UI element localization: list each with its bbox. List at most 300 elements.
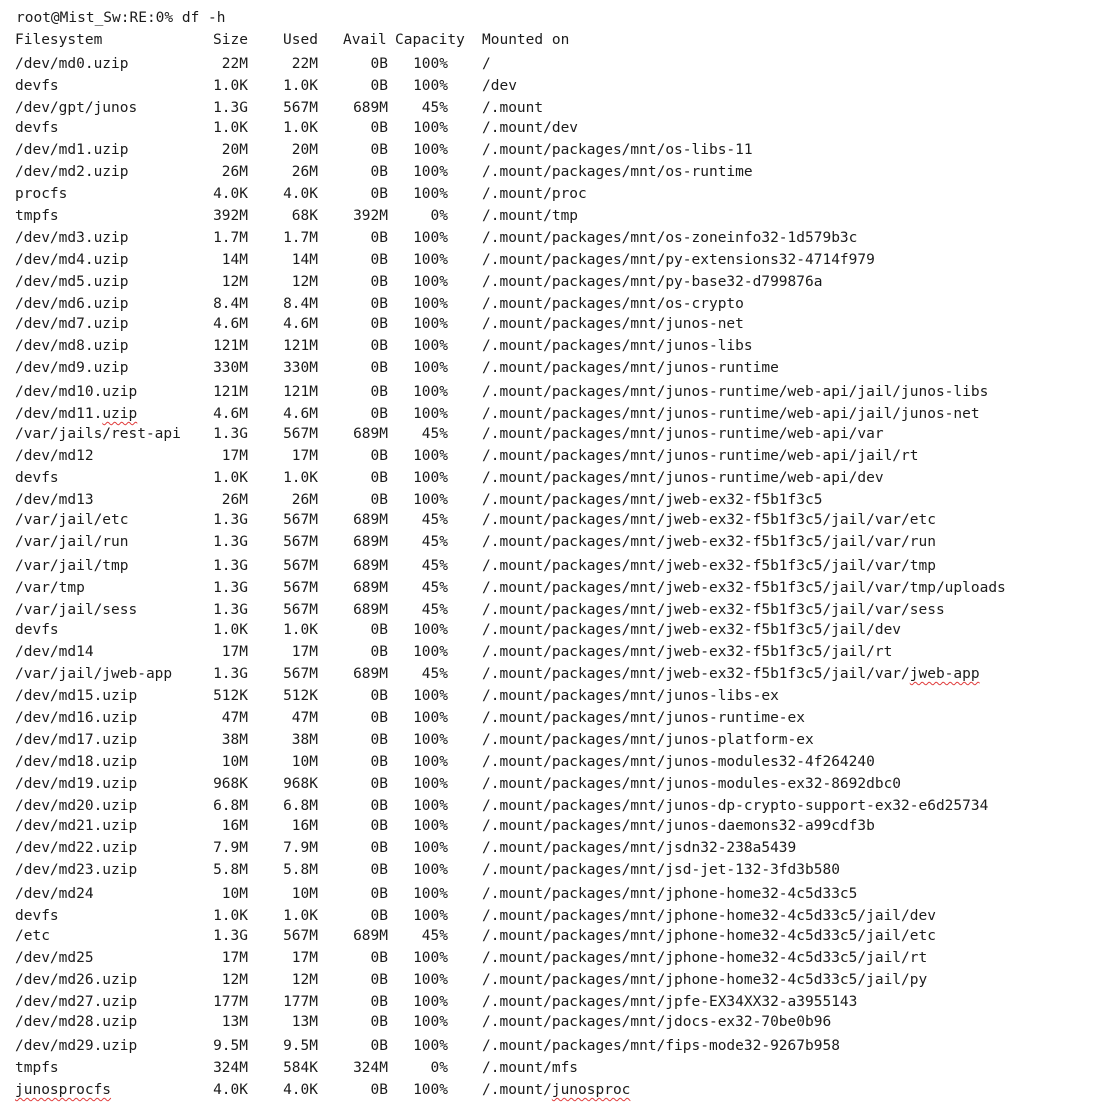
row-avail: 0B xyxy=(370,840,388,856)
row-capacity: 100% xyxy=(413,274,448,290)
row-filesystem: /dev/md3.uzip xyxy=(15,230,129,246)
row-size: 9.5M xyxy=(213,1038,248,1054)
row-filesystem: /dev/md4.uzip xyxy=(15,252,129,268)
row-filesystem: /var/jail/etc xyxy=(15,512,129,528)
row-used: 4.0K xyxy=(283,1082,318,1098)
row-mounted-on: /.mount/packages/mnt/jweb-ex32-f5b1f3c5 xyxy=(482,492,823,508)
row-used: 567M xyxy=(283,558,318,574)
row-filesystem: tmpfs xyxy=(15,1060,59,1076)
row-capacity: 100% xyxy=(413,406,448,422)
row-filesystem: devfs xyxy=(15,908,59,924)
row-mounted-on: /.mount/packages/mnt/jweb-ex32-f5b1f3c5/jail/var/tmp/uploads xyxy=(482,580,1006,596)
row-filesystem: /dev/md8.uzip xyxy=(15,338,129,354)
row-capacity: 100% xyxy=(413,164,448,180)
row-avail: 0B xyxy=(370,274,388,290)
row-mounted-on: /.mount/packages/mnt/jdocs-ex32-70be0b96 xyxy=(482,1014,832,1030)
spellcheck-underline: junosprocfs xyxy=(15,1082,112,1098)
row-capacity: 100% xyxy=(413,644,448,660)
row-filesystem xyxy=(15,1080,111,1100)
row-filesystem: /dev/md12 xyxy=(15,448,94,464)
row-used: 4.6M xyxy=(283,316,318,332)
row-filesystem: /dev/md17.uzip xyxy=(15,732,138,748)
row-size: 1.3G xyxy=(213,512,248,528)
row-used: 567M xyxy=(283,426,318,442)
row-filesystem: /dev/md23.uzip xyxy=(15,862,138,878)
row-used: 20M xyxy=(291,142,318,158)
row-avail: 0B xyxy=(370,950,388,966)
row-filesystem: /var/jail/tmp xyxy=(15,558,129,574)
row-filesystem: /dev/md9.uzip xyxy=(15,360,129,376)
row-mounted-on: /.mount/packages/mnt/junos-libs-ex xyxy=(482,688,779,704)
row-mounted-on: /.mount/packages/mnt/junos-daemons32-a99cdf3b xyxy=(482,818,875,834)
header-filesystem: Filesystem xyxy=(15,32,103,48)
row-capacity: 100% xyxy=(413,908,448,924)
row-avail: 392M xyxy=(353,208,388,224)
row-capacity: 0% xyxy=(430,1060,448,1076)
row-avail: 0B xyxy=(370,56,388,72)
row-size: 26M xyxy=(221,492,248,508)
row-mounted-on: /.mount/packages/mnt/junos-runtime/web-api/dev xyxy=(482,470,884,486)
row-mounted-on: /.mount/proc xyxy=(482,186,587,202)
row-mounted-on: /.mount/packages/mnt/junos-runtime-ex xyxy=(482,710,806,726)
row-used: 26M xyxy=(291,164,318,180)
row-size: 10M xyxy=(221,754,248,770)
row-size: 330M xyxy=(213,360,248,376)
row-used: 567M xyxy=(283,580,318,596)
row-filesystem: /dev/gpt/junos xyxy=(15,100,138,116)
row-capacity: 45% xyxy=(421,558,448,574)
row-size: 177M xyxy=(213,994,248,1010)
row-used: 22M xyxy=(291,56,318,72)
row-used: 14M xyxy=(291,252,318,268)
row-avail: 689M xyxy=(353,928,388,944)
row-filesystem: /var/jail/jweb-app xyxy=(15,666,173,682)
row-capacity: 100% xyxy=(413,688,448,704)
row-filesystem: /dev/md18.uzip xyxy=(15,754,138,770)
row-filesystem: /var/jail/run xyxy=(15,534,129,550)
row-used: 5.8M xyxy=(283,862,318,878)
row-avail: 0B xyxy=(370,384,388,400)
row-filesystem: /dev/md6.uzip xyxy=(15,296,129,312)
row-filesystem: /dev/md2.uzip xyxy=(15,164,129,180)
row-filesystem: procfs xyxy=(15,186,68,202)
row-mounted-on: /.mount/packages/mnt/junos-runtime/web-api/var xyxy=(482,426,884,442)
row-filesystem: /dev/md5.uzip xyxy=(15,274,129,290)
row-mounted-on: /.mount/packages/mnt/junos-runtime/web-api/jail/junos-libs xyxy=(482,384,989,400)
row-mounted-on: /.mount/packages/mnt/py-base32-d799876a xyxy=(482,274,823,290)
row-size: 6.8M xyxy=(213,798,248,814)
row-used: 1.0K xyxy=(283,78,318,94)
row-filesystem: /dev/md24 xyxy=(15,886,94,902)
header-avail: Avail xyxy=(343,32,387,48)
row-used: 567M xyxy=(283,512,318,528)
row-mounted-on: /.mount/packages/mnt/junos-runtime/web-api/jail/junos-net xyxy=(482,406,980,422)
row-used: 17M xyxy=(291,448,318,464)
row-avail: 0B xyxy=(370,164,388,180)
row-avail: 0B xyxy=(370,1038,388,1054)
row-mounted-on: /.mount/packages/mnt/jweb-ex32-f5b1f3c5/jail/var/tmp xyxy=(482,558,936,574)
row-mounted-on: /.mount/packages/mnt/py-extensions32-4714f979 xyxy=(482,252,875,268)
row-mounted-on: /.mount/packages/mnt/junos-runtime xyxy=(482,360,779,376)
row-capacity: 45% xyxy=(421,100,448,116)
row-used: 4.0K xyxy=(283,186,318,202)
row-mounted-on: /.mount/packages/mnt/junos-modules-ex32-8692dbc0 xyxy=(482,776,902,792)
row-avail: 0B xyxy=(370,470,388,486)
row-avail: 689M xyxy=(353,580,388,596)
row-used: 9.5M xyxy=(283,1038,318,1054)
row-used: 26M xyxy=(291,492,318,508)
row-size: 14M xyxy=(221,252,248,268)
row-mounted-on: /.mount xyxy=(482,100,544,116)
row-size: 1.3G xyxy=(213,558,248,574)
row-filesystem: /dev/md13 xyxy=(15,492,94,508)
row-mounted-on: /.mount/packages/mnt/jphone-home32-4c5d33c5/jail/etc xyxy=(482,928,936,944)
row-capacity: 45% xyxy=(421,666,448,682)
row-mounted-on: /.mount/packages/mnt/jphone-home32-4c5d33c5/jail/dev xyxy=(482,908,936,924)
row-used: 17M xyxy=(291,644,318,660)
row-capacity: 100% xyxy=(413,1038,448,1054)
row-size: 13M xyxy=(221,1014,248,1030)
row-avail: 0B xyxy=(370,448,388,464)
row-avail: 324M xyxy=(353,1060,388,1076)
row-capacity: 0% xyxy=(430,208,448,224)
row-used: 47M xyxy=(291,710,318,726)
row-avail: 0B xyxy=(370,338,388,354)
row-avail: 0B xyxy=(370,688,388,704)
row-capacity: 100% xyxy=(413,338,448,354)
row-avail: 0B xyxy=(370,78,388,94)
row-filesystem: /dev/md1.uzip xyxy=(15,142,129,158)
row-filesystem: /dev/md25 xyxy=(15,950,94,966)
row-avail: 689M xyxy=(353,666,388,682)
row-used: 1.0K xyxy=(283,470,318,486)
row-capacity: 100% xyxy=(413,754,448,770)
row-avail: 0B xyxy=(370,360,388,376)
row-capacity: 100% xyxy=(413,972,448,988)
row-mounted-on: /.mount/mfs xyxy=(482,1060,579,1076)
row-capacity: 100% xyxy=(413,622,448,638)
row-mounted-on: /.mount/tmp xyxy=(482,208,579,224)
row-size: 968K xyxy=(213,776,248,792)
row-used: 38M xyxy=(291,732,318,748)
row-mounted-on: /dev xyxy=(482,78,517,94)
row-used: 7.9M xyxy=(283,840,318,856)
row-used: 1.7M xyxy=(283,230,318,246)
row-used: 6.8M xyxy=(283,798,318,814)
row-mounted-on: /.mount/packages/mnt/jpfe-EX34XX32-a3955143 xyxy=(482,994,858,1010)
row-avail: 0B xyxy=(370,296,388,312)
row-size: 4.6M xyxy=(213,316,248,332)
row-size: 1.3G xyxy=(213,534,248,550)
row-capacity: 45% xyxy=(421,426,448,442)
row-used: 68K xyxy=(291,208,318,224)
row-size: 8.4M xyxy=(213,296,248,312)
row-capacity: 45% xyxy=(421,928,448,944)
row-capacity: 45% xyxy=(421,512,448,528)
row-size: 17M xyxy=(221,950,248,966)
row-used: 567M xyxy=(283,602,318,618)
row-size: 1.0K xyxy=(213,78,248,94)
row-size: 1.0K xyxy=(213,622,248,638)
row-avail: 0B xyxy=(370,644,388,660)
row-used: 177M xyxy=(283,994,318,1010)
row-filesystem: /var/jails/rest-api xyxy=(15,426,181,442)
row-capacity: 100% xyxy=(413,862,448,878)
row-mounted-on: /.mount/packages/mnt/jweb-ex32-f5b1f3c5/jail/var/etc xyxy=(482,512,936,528)
row-size: 26M xyxy=(221,164,248,180)
command-prompt: root@Mist_Sw:RE:0% df -h xyxy=(16,10,226,26)
row-mounted-on: /.mount/packages/mnt/junos-dp-crypto-support-ex32-e6d25734 xyxy=(482,798,989,814)
spellcheck-underline: uzip xyxy=(102,406,138,422)
row-mounted-on: /.mount/packages/mnt/jweb-ex32-f5b1f3c5/jail/dev xyxy=(482,622,902,638)
row-avail: 0B xyxy=(370,886,388,902)
row-size: 20M xyxy=(221,142,248,158)
row-capacity: 100% xyxy=(413,492,448,508)
row-capacity: 100% xyxy=(413,710,448,726)
row-capacity: 45% xyxy=(421,580,448,596)
row-avail: 0B xyxy=(370,120,388,136)
row-mounted-on: / xyxy=(482,56,491,72)
row-used: 584K xyxy=(283,1060,318,1076)
row-mounted-on: /.mount/packages/mnt/junos-modules32-4f264240 xyxy=(482,754,875,770)
row-capacity: 100% xyxy=(413,1082,448,1098)
row-capacity: 100% xyxy=(413,296,448,312)
row-size: 324M xyxy=(213,1060,248,1076)
row-filesystem: /etc xyxy=(15,928,50,944)
row-avail: 0B xyxy=(370,316,388,332)
row-avail: 0B xyxy=(370,230,388,246)
header-used: Used xyxy=(283,32,318,48)
row-avail: 0B xyxy=(370,818,388,834)
row-capacity: 100% xyxy=(413,360,448,376)
row-size: 1.3G xyxy=(213,928,248,944)
row-avail: 689M xyxy=(353,534,388,550)
row-filesystem: /dev/md0.uzip xyxy=(15,56,129,72)
row-used: 4.6M xyxy=(283,406,318,422)
row-capacity: 100% xyxy=(413,818,448,834)
row-filesystem: /dev/md22.uzip xyxy=(15,840,138,856)
row-capacity: 100% xyxy=(413,994,448,1010)
row-filesystem: /dev/md16.uzip xyxy=(15,710,138,726)
row-mounted-on: /.mount/packages/mnt/fips-mode32-9267b958 xyxy=(482,1038,840,1054)
row-used: 567M xyxy=(283,534,318,550)
row-used: 567M xyxy=(283,666,318,682)
row-used: 330M xyxy=(283,360,318,376)
row-avail: 0B xyxy=(370,492,388,508)
row-mounted-on: /.mount/packages/mnt/os-libs-11 xyxy=(482,142,753,158)
row-avail: 0B xyxy=(370,142,388,158)
row-avail: 0B xyxy=(370,776,388,792)
row-mounted-on: /.mount/packages/mnt/jphone-home32-4c5d33c5 xyxy=(482,886,858,902)
row-filesystem: /dev/md11.uzip xyxy=(15,406,138,422)
row-size: 392M xyxy=(213,208,248,224)
row-used: 968K xyxy=(283,776,318,792)
row-filesystem: /dev/md29.uzip xyxy=(15,1038,138,1054)
row-mounted-on: /.mount/packages/mnt/jweb-ex32-f5b1f3c5/jail/var/run xyxy=(482,534,936,550)
row-capacity: 100% xyxy=(413,776,448,792)
row-avail: 0B xyxy=(370,622,388,638)
row-avail: 0B xyxy=(370,908,388,924)
row-size: 1.3G xyxy=(213,100,248,116)
row-used: 1.0K xyxy=(283,622,318,638)
row-avail: 0B xyxy=(370,972,388,988)
row-size: 47M xyxy=(221,710,248,726)
row-size: 7.9M xyxy=(213,840,248,856)
row-capacity: 100% xyxy=(413,840,448,856)
row-avail: 0B xyxy=(370,754,388,770)
row-filesystem: /dev/md19.uzip xyxy=(15,776,138,792)
row-used: 1.0K xyxy=(283,120,318,136)
row-filesystem: /var/jail/sess xyxy=(15,602,138,618)
row-mounted-on: /.mount/dev xyxy=(482,120,579,136)
row-mounted-on: /.mount/packages/mnt/os-crypto xyxy=(482,296,744,312)
row-filesystem: /dev/md26.uzip xyxy=(15,972,138,988)
row-size: 4.6M xyxy=(213,406,248,422)
row-capacity: 100% xyxy=(413,470,448,486)
row-capacity: 100% xyxy=(413,56,448,72)
row-avail: 0B xyxy=(370,1014,388,1030)
spellcheck-underline: junosproc xyxy=(551,1082,631,1098)
row-filesystem: devfs xyxy=(15,622,59,638)
row-avail: 0B xyxy=(370,798,388,814)
row-mounted-on: /.mount/packages/mnt/jphone-home32-4c5d33c5/jail/rt xyxy=(482,950,928,966)
row-size: 22M xyxy=(221,56,248,72)
row-used: 12M xyxy=(291,274,318,290)
row-capacity: 100% xyxy=(413,886,448,902)
row-filesystem: /dev/md10.uzip xyxy=(15,384,138,400)
row-mounted-on: /.mount/packages/mnt/os-runtime xyxy=(482,164,753,180)
row-size: 38M xyxy=(221,732,248,748)
header-size: Size xyxy=(213,32,248,48)
row-used: 13M xyxy=(291,1014,318,1030)
row-used: 17M xyxy=(291,950,318,966)
row-capacity: 100% xyxy=(413,252,448,268)
row-capacity: 100% xyxy=(413,78,448,94)
row-used: 1.0K xyxy=(283,908,318,924)
row-filesystem: /dev/md28.uzip xyxy=(15,1014,138,1030)
row-mounted-on: /.mount/packages/mnt/jweb-ex32-f5b1f3c5/jail/var/jweb-app xyxy=(482,666,980,682)
row-size: 1.3G xyxy=(213,426,248,442)
row-capacity: 100% xyxy=(413,186,448,202)
row-size: 17M xyxy=(221,644,248,660)
row-mounted-on: /.mount/packages/mnt/junos-platform-ex xyxy=(482,732,814,748)
row-used: 10M xyxy=(291,886,318,902)
row-mounted-on: /.mount/packages/mnt/os-zoneinfo32-1d579b3c xyxy=(482,230,858,246)
row-used: 8.4M xyxy=(283,296,318,312)
row-mounted-on: /.mount/packages/mnt/junos-net xyxy=(482,316,744,332)
table-header xyxy=(0,30,570,50)
row-avail: 689M xyxy=(353,558,388,574)
row-size: 17M xyxy=(221,448,248,464)
row-capacity: 100% xyxy=(413,448,448,464)
row-avail: 689M xyxy=(353,602,388,618)
row-capacity: 100% xyxy=(413,120,448,136)
row-capacity: 100% xyxy=(413,230,448,246)
row-avail: 0B xyxy=(370,186,388,202)
row-used: 12M xyxy=(291,972,318,988)
row-capacity: 100% xyxy=(413,384,448,400)
header-capacity: Capacity xyxy=(395,32,465,48)
row-capacity: 45% xyxy=(421,602,448,618)
row-size: 4.0K xyxy=(213,186,248,202)
row-filesystem: /dev/md21.uzip xyxy=(15,818,138,834)
row-filesystem: /dev/md7.uzip xyxy=(15,316,129,332)
row-filesystem: devfs xyxy=(15,78,59,94)
row-size: 12M xyxy=(221,972,248,988)
spellcheck-underline: jweb-app xyxy=(909,666,980,682)
row-size: 1.0K xyxy=(213,120,248,136)
row-avail: 0B xyxy=(370,406,388,422)
row-size: 16M xyxy=(221,818,248,834)
row-used: 567M xyxy=(283,928,318,944)
row-avail: 689M xyxy=(353,426,388,442)
row-capacity: 100% xyxy=(413,142,448,158)
row-mounted-on: /.mount/packages/mnt/jweb-ex32-f5b1f3c5/jail/rt xyxy=(482,644,893,660)
row-filesystem: /dev/md15.uzip xyxy=(15,688,138,704)
row-used: 121M xyxy=(283,384,318,400)
row-capacity: 100% xyxy=(413,1014,448,1030)
row-capacity: 100% xyxy=(413,316,448,332)
row-capacity: 100% xyxy=(413,798,448,814)
row-size: 1.0K xyxy=(213,908,248,924)
row-avail: 0B xyxy=(370,994,388,1010)
row-used: 567M xyxy=(283,100,318,116)
row-size: 5.8M xyxy=(213,862,248,878)
row-size: 1.3G xyxy=(213,580,248,596)
row-avail: 0B xyxy=(370,732,388,748)
row-mounted-on: /.mount/packages/mnt/jphone-home32-4c5d33c5/jail/py xyxy=(482,972,928,988)
row-size: 121M xyxy=(213,338,248,354)
row-filesystem: devfs xyxy=(15,470,59,486)
row-size: 1.0K xyxy=(213,470,248,486)
row-avail: 0B xyxy=(370,710,388,726)
row-size: 1.3G xyxy=(213,666,248,682)
row-filesystem: devfs xyxy=(15,120,59,136)
row-avail: 689M xyxy=(353,512,388,528)
row-filesystem: tmpfs xyxy=(15,208,59,224)
row-size: 512K xyxy=(213,688,248,704)
row-used: 512K xyxy=(283,688,318,704)
row-size: 1.7M xyxy=(213,230,248,246)
row-capacity: 100% xyxy=(413,950,448,966)
row-mounted-on: /.mount/packages/mnt/jweb-ex32-f5b1f3c5/jail/var/sess xyxy=(482,602,945,618)
row-size: 10M xyxy=(221,886,248,902)
row-mounted-on: /.mount/packages/mnt/jsd-jet-132-3fd3b580 xyxy=(482,862,840,878)
row-mounted-on: /.mount/packages/mnt/junos-libs xyxy=(482,338,753,354)
row-size: 4.0K xyxy=(213,1082,248,1098)
row-used: 10M xyxy=(291,754,318,770)
header-mounted-on: Mounted on xyxy=(482,32,570,48)
row-avail: 689M xyxy=(353,100,388,116)
row-size: 12M xyxy=(221,274,248,290)
row-mounted-on: /.mount/packages/mnt/junos-runtime/web-api/jail/rt xyxy=(482,448,919,464)
row-capacity: 45% xyxy=(421,534,448,550)
row-used: 16M xyxy=(291,818,318,834)
row-size: 1.3G xyxy=(213,602,248,618)
row-filesystem: /dev/md20.uzip xyxy=(15,798,138,814)
row-mounted-on: /.mount/junosproc xyxy=(482,1082,631,1098)
row-avail: 0B xyxy=(370,862,388,878)
row-avail: 0B xyxy=(370,1082,388,1098)
row-mounted-on: /.mount/packages/mnt/jsdn32-238a5439 xyxy=(482,840,797,856)
row-size: 121M xyxy=(213,384,248,400)
row-avail: 0B xyxy=(370,252,388,268)
row-capacity: 100% xyxy=(413,732,448,748)
row-filesystem: /dev/md27.uzip xyxy=(15,994,138,1010)
row-filesystem: /var/tmp xyxy=(15,580,85,596)
row-used: 121M xyxy=(283,338,318,354)
row-filesystem: /dev/md14 xyxy=(15,644,94,660)
